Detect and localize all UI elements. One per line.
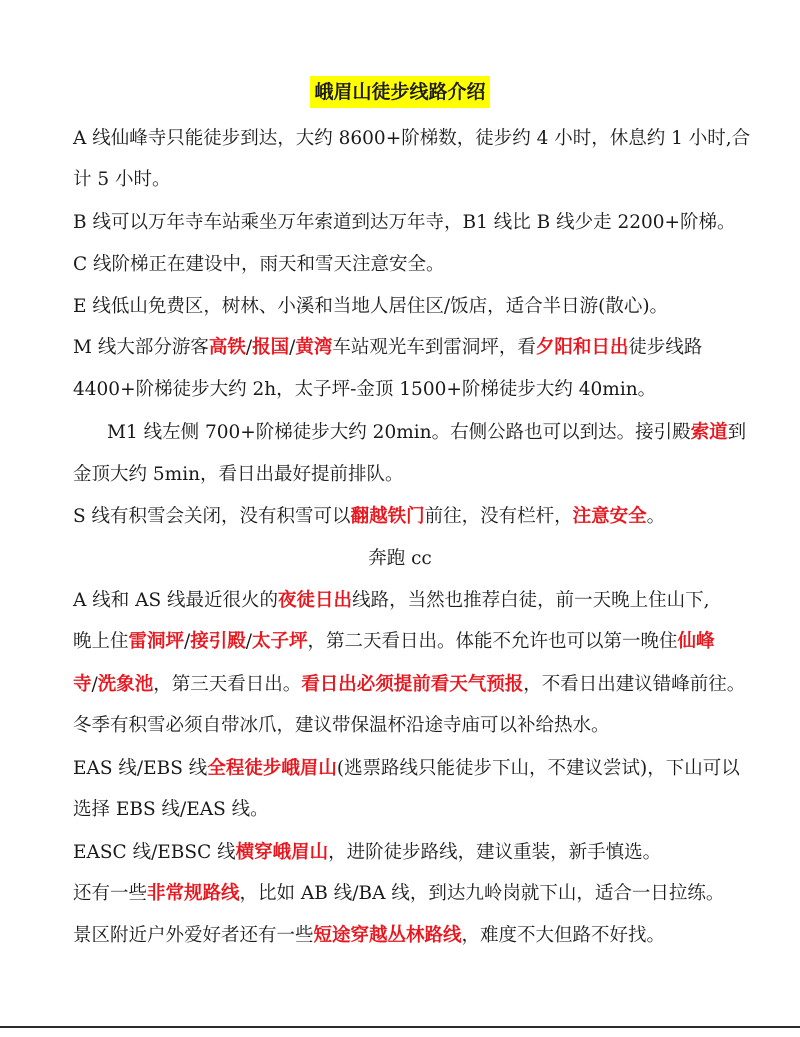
text-line — [73, 881, 724, 907]
highlighted-text: 非常规路线 — [147, 883, 240, 904]
text-line — [73, 462, 404, 488]
author-credit — [0, 546, 800, 572]
highlighted-text: 翻越铁门 — [350, 506, 425, 527]
line-text: EAS 线/EBS 线 — [73, 758, 208, 779]
highlighted-text: 接引殿 — [190, 631, 246, 652]
line-text: A 线仙峰寺只能徒步到达，大约 8600+阶梯数，徒步约 4 小时，休息约 1 小时,合 — [73, 128, 751, 149]
line-text: 。 — [646, 506, 666, 527]
text-line — [73, 588, 709, 614]
line-text: ，进阶徒步路线，建议重装，新手慎选。 — [328, 842, 662, 863]
line-text: 前往，没有栏杆， — [424, 506, 573, 527]
line-text: M 线大部分游客 — [73, 337, 209, 358]
line-text: 景区附近户外爱好者还有一些 — [73, 925, 314, 946]
line-text: / — [184, 631, 191, 652]
line-text: / — [245, 337, 253, 358]
text-line — [73, 210, 736, 236]
line-text: ，第二天看日出。体能不允许也可以第一晚住 — [307, 631, 678, 652]
line-text: / — [245, 631, 253, 652]
highlighted-text: 仙峰 — [677, 631, 715, 652]
line-text: ，难度不大但路不好找。 — [461, 925, 666, 946]
line-text: 徒步线路 — [628, 337, 703, 358]
line-text: EASC 线/EBSC 线 — [73, 842, 236, 863]
line-text: B 线可以万年寺车站乘坐万年索道到达万年寺，B1 线比 B 线少走 2200+阶梯。 — [73, 212, 736, 233]
text-line — [73, 504, 665, 530]
text-line — [73, 294, 668, 320]
line-text: 计 5 小时。 — [73, 169, 171, 190]
line-text: ，第三天看日出。 — [153, 674, 302, 695]
highlighted-text: 夕阳和日出 — [535, 337, 629, 358]
line-text: ，不看日出建议错峰前往。 — [523, 674, 746, 695]
line-text: 选择 EBS 线/EAS 线。 — [73, 799, 269, 820]
text-line — [73, 629, 715, 655]
text-line — [73, 797, 269, 823]
highlighted-text: 高铁 — [208, 337, 246, 358]
line-text: / — [91, 674, 98, 695]
title-container — [0, 76, 800, 108]
line-text: ，比如 AB 线/BA 线，到达九岭岗就下山，适合一日拉练。 — [239, 883, 725, 904]
highlighted-text: 看日出必须提前看天气预报 — [301, 674, 524, 695]
line-text: M1 线左侧 700+阶梯徒步大约 20min。右侧公路也可以到达。接引殿 — [107, 422, 691, 443]
line-text: 冬季有积雪必须自带冰爪，建议带保温杯沿途寺庙可以补给热水。 — [73, 715, 610, 736]
text-line — [73, 840, 661, 866]
text-line — [73, 377, 656, 403]
highlighted-text: 寺 — [73, 674, 92, 695]
highlighted-text: 全程徒步峨眉山 — [207, 758, 337, 779]
highlighted-text: 短途穿越丛林路线 — [313, 925, 462, 946]
line-text: C 线阶梯正在建设中，雨天和雪天注意安全。 — [73, 254, 445, 275]
line-text: / — [289, 337, 296, 358]
line-text: 到 — [727, 422, 747, 443]
highlighted-text: 雷洞坪 — [128, 631, 185, 652]
line-text: E 线低山免费区，树林、小溪和当地人居住区/饭店，适合半日游(散心)。 — [73, 296, 669, 317]
line-text: 奔跑 cc — [368, 548, 432, 569]
line-text: 晚上住 — [73, 631, 129, 652]
text-line — [73, 167, 171, 193]
bottom-divider — [0, 1026, 800, 1028]
highlighted-text: 夜徒日出 — [278, 590, 353, 611]
text-line — [107, 420, 746, 446]
highlighted-text: 太子坪 — [252, 631, 308, 652]
line-text: 4400+阶梯徒步大约 2h，太子坪-金顶 1500+阶梯徒步大约 40min。 — [73, 379, 657, 400]
line-text: 线路，当然也推荐白徒，前一天晚上住山下, — [352, 590, 710, 611]
text-line — [73, 713, 610, 739]
highlighted-text: 索道 — [690, 422, 728, 443]
highlighted-text: 洗象池 — [97, 674, 154, 695]
line-text: (逃票路线只能徒步下山，不建议尝试)，下山可以 — [336, 758, 740, 779]
text-line — [73, 252, 445, 278]
text-line — [73, 335, 702, 361]
line-text: 金顶大约 5min，看日出最好提前排队。 — [73, 464, 404, 485]
line-text: 车站观光车到雷洞坪，看 — [332, 337, 536, 358]
line-text: S 线有积雪会关闭，没有积雪可以 — [73, 506, 351, 527]
highlighted-text: 黄湾 — [295, 337, 333, 358]
text-line — [73, 672, 745, 698]
text-line — [73, 756, 740, 782]
document-title: 峨眉山徒步线路介绍 — [310, 76, 489, 108]
line-text: 还有一些 — [73, 883, 148, 904]
highlighted-text: 报国 — [252, 337, 290, 358]
highlighted-text: 注意安全 — [572, 506, 647, 527]
highlighted-text: 横穿峨眉山 — [235, 842, 329, 863]
line-text: A 线和 AS 线最近很火的 — [73, 590, 279, 611]
text-line — [73, 126, 750, 152]
text-line — [73, 923, 665, 949]
